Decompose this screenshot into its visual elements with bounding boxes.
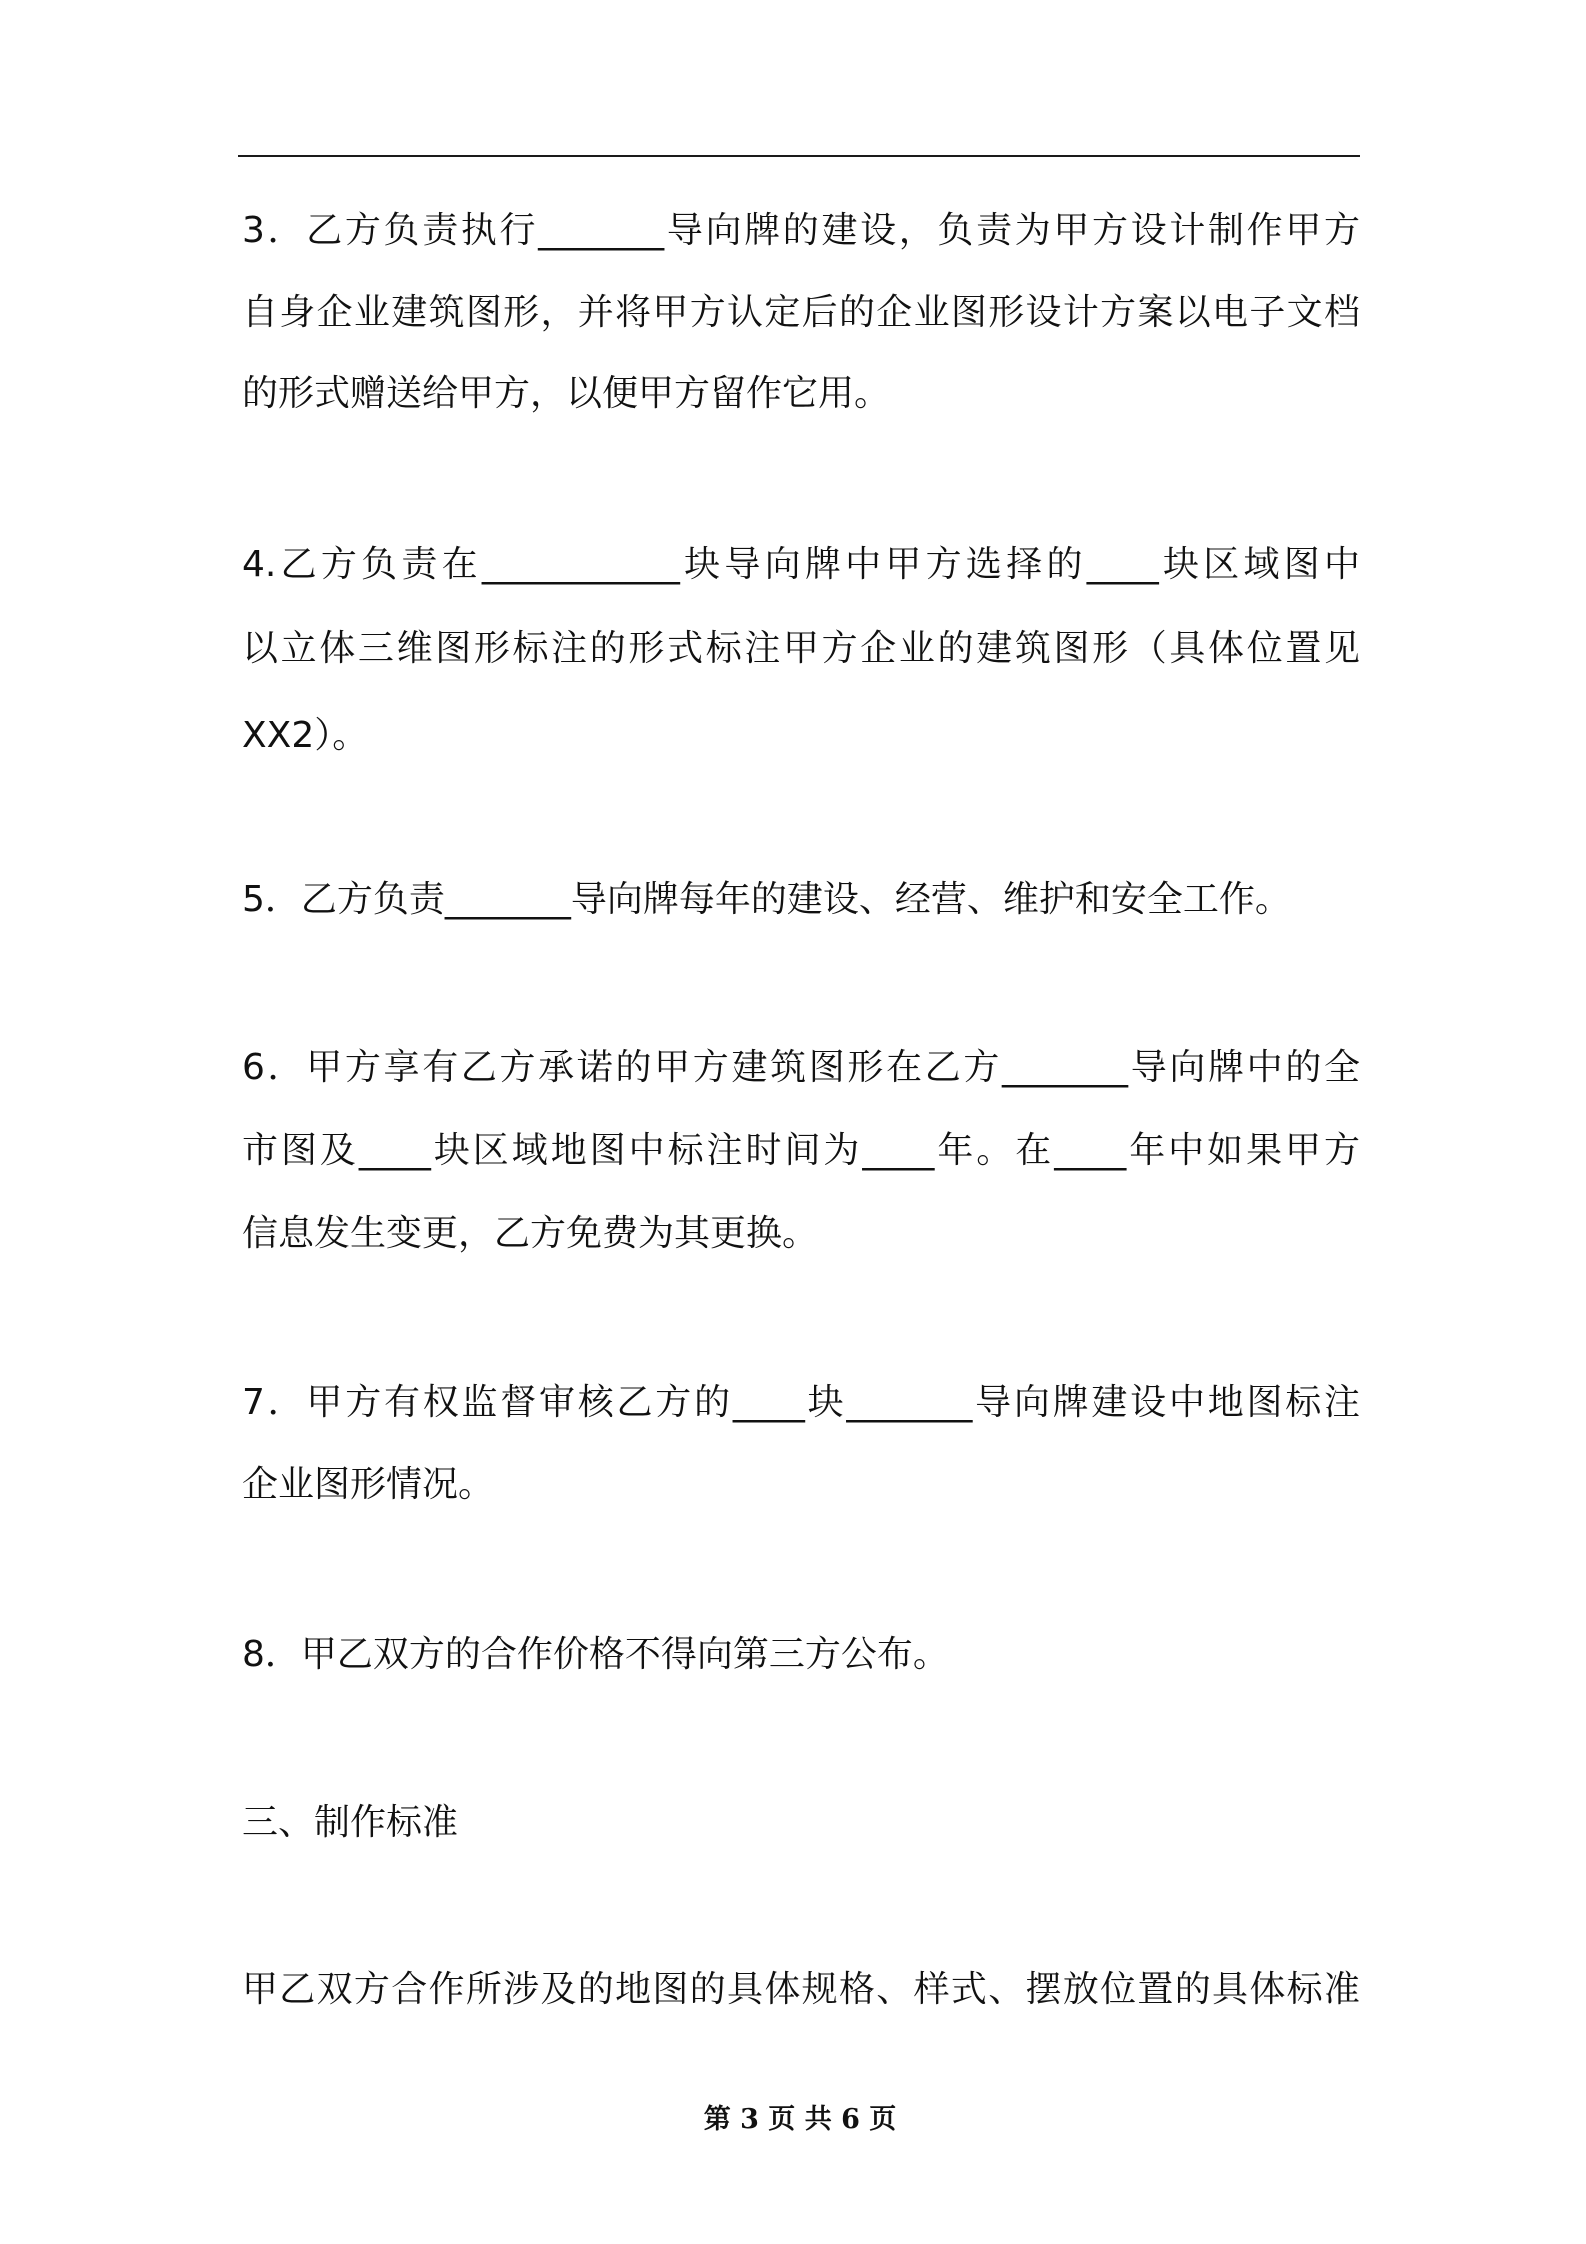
section-body-line-1: 甲乙双方合作所涉及的地图的具体规格、样式、摆放位置的具体标准 xyxy=(242,1969,1360,2010)
page-footer: 第 3 页 共 6 页 xyxy=(703,2104,897,2135)
clause-5-line-1: 5．乙方负责_______导向牌每年的建设、经营、维护和安全工作。 xyxy=(242,879,1291,920)
clause-7-line-1: 7．甲方有权监督审核乙方的____块_______导向牌建设中地图标注 xyxy=(242,1382,1360,1423)
section-heading: 三、制作标准 xyxy=(242,1802,459,1843)
clause-8-line-1: 8．甲乙双方的合作价格不得向第三方公布。 xyxy=(242,1634,949,1675)
clause-4-line-1: 4.乙方负责在___________块导向牌中甲方选择的____块区域图中 xyxy=(242,544,1360,585)
header-rule xyxy=(238,155,1360,157)
clause-6-line-1: 6．甲方享有乙方承诺的甲方建筑图形在乙方_______导向牌中的全 xyxy=(242,1047,1360,1088)
clause-6-line-3: 信息发生变更，乙方免费为其更换。 xyxy=(242,1213,819,1254)
clause-6-line-2: 市图及____块区域地图中标注时间为____年。在____年中如果甲方 xyxy=(242,1130,1360,1171)
clause-3-line-1: 3．乙方负责执行_______导向牌的建设，负责为甲方设计制作甲方 xyxy=(242,210,1360,251)
clause-4-line-2: 以立体三维图形标注的形式标注甲方企业的建筑图形（具体位置见 xyxy=(242,628,1360,669)
clause-4-line-3: XX2）。 xyxy=(242,715,369,756)
clause-3-line-3: 的形式赠送给甲方，以便甲方留作它用。 xyxy=(242,373,891,414)
clause-7-line-2: 企业图形情况。 xyxy=(242,1464,495,1505)
clause-3-line-2: 自身企业建筑图形，并将甲方认定后的企业图形设计方案以电子文档 xyxy=(242,292,1360,333)
